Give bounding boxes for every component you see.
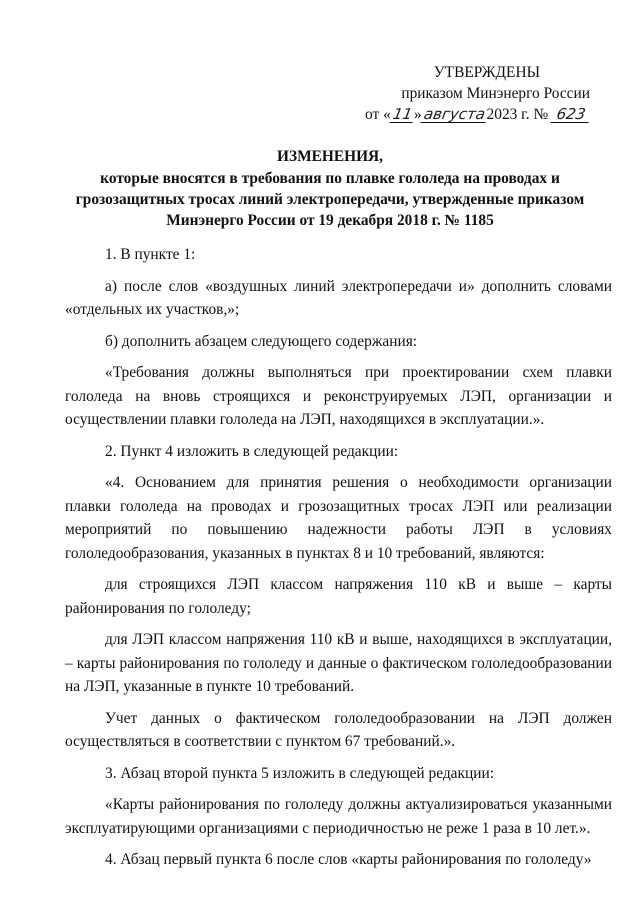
title-heading: ИЗМЕНЕНИЯ,	[276, 148, 384, 165]
paragraph: б) дополнить абзацем следующего содержания:	[105, 332, 418, 350]
paragraph: а) после слов «воздушных линий электропередачи и» дополнить словами «отдельных их участков,»;	[65, 277, 612, 318]
handwritten-month: августа	[422, 105, 487, 123]
title-line: грозозащитных тросах линий электропередачи, утвержденные приказом	[75, 191, 585, 208]
title-line: Минэнерго России от 19 декабря 2018 г. № 1185	[166, 212, 494, 229]
paragraph: 2. Пункт 4 изложить в следующей редакции:	[105, 442, 399, 460]
approval-block	[340, 62, 590, 125]
handwritten-number: 623	[551, 106, 592, 123]
paragraph: 4. Абзац первый пункта 6 после слов «карты районирования по гололеду»	[105, 851, 592, 868]
approval-date	[340, 104, 590, 125]
approval-order: приказом Минэнерго России	[401, 85, 590, 102]
approval-title: УТВЕРЖДЕНЫ	[433, 64, 540, 81]
handwritten-day: 11	[391, 105, 414, 123]
paragraph: 3. Абзац второй пункта 5 изложить в следующей редакции:	[105, 764, 494, 782]
date-mid: »	[413, 106, 422, 123]
paragraph: 1. В пункте 1:	[105, 246, 196, 263]
date-prefix: от «	[365, 106, 391, 123]
title-line: которые вносятся в требования по плавке гололеда на проводах и	[100, 170, 560, 187]
paragraph: для строящихся ЛЭП классом напряжения 110 кВ и выше – карты районирования по гололеду;	[65, 576, 612, 617]
document-title	[60, 146, 600, 231]
paragraph: «Карты районирования по гололеду должны актуализироваться указанными эксплуатирующими организациями с периодичностью не реже 1 раза в 10 лет.».	[65, 796, 612, 837]
paragraph: Учет данных о фактическом гололедообразовании на ЛЭП должен осуществляться в соответствии с пунктом 67 требований.».	[65, 709, 612, 750]
paragraph: «Требования должны выполняться при проектировании схем плавки гололеда на вновь строящихся и реконструируемых ЛЭП, организации и осуществлении плавки гололеда на ЛЭП, находящихся в эксплуатации.».	[65, 364, 612, 428]
document-body	[65, 243, 612, 872]
paragraph: «4. Основанием для принятия решения о необходимости организации плавки гололеда на проводах и грозозащитных тросах ЛЭП или реализации мероприятий по повышению надежности работы ЛЭП в условиях гололедообразования, указанных в пунктах 8 и 10 требований, являются:	[65, 474, 612, 562]
paragraph: для ЛЭП классом напряжения 110 кВ и выше, находящихся в эксплуатации, – карты районирования по гололеду и данные о фактическом гололедообразовании на ЛЭП, указанные в пункте 10 требований.	[65, 631, 612, 695]
date-year: 2023 г. №	[486, 106, 549, 123]
